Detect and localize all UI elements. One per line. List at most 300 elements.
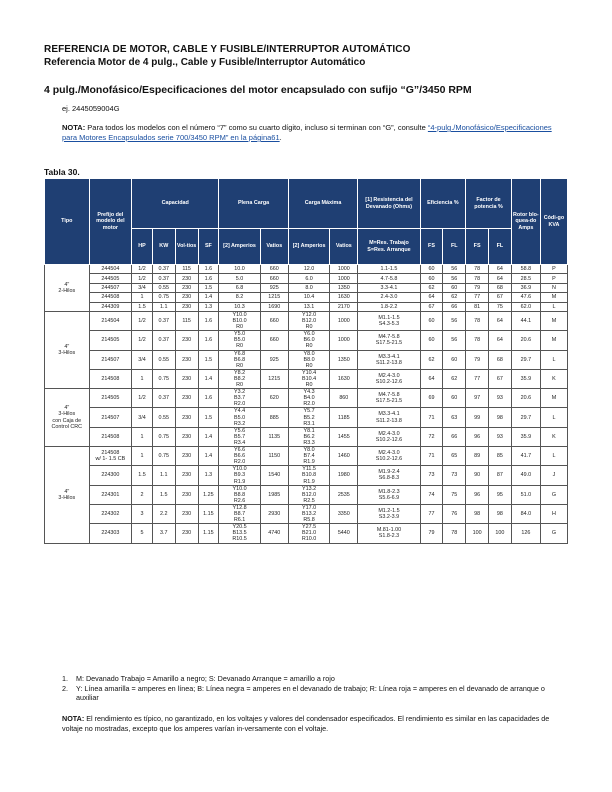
- cell-rotor: 84.0: [511, 504, 540, 523]
- cell-rotor: 35.9: [511, 427, 540, 446]
- cell-fp-fs: 99: [466, 408, 489, 427]
- cell-rotor: 62.0: [511, 302, 540, 311]
- cell-kw: 1.1: [152, 302, 175, 311]
- cell-ef-fs: 71: [420, 408, 443, 427]
- cell-prefijo: 244508: [89, 293, 132, 302]
- cell-fp-fs: 97: [466, 389, 489, 408]
- cell-fp-fs: 78: [466, 274, 489, 283]
- cell-ef-fs: 64: [420, 293, 443, 302]
- table-row: [45, 311, 568, 330]
- cell-vatios-cm: 1000: [330, 331, 358, 350]
- cell-ef-fl: 62: [443, 369, 466, 388]
- cell-hp: 5: [132, 524, 153, 543]
- cell-sf: 1.6: [198, 265, 219, 274]
- cell-prefijo: 224302: [89, 504, 132, 523]
- example-model: ej. 2445059004G: [62, 104, 120, 113]
- cell-kva: H: [540, 504, 567, 523]
- footnote-1: [62, 674, 562, 684]
- cell-hp: 1.5: [132, 302, 153, 311]
- cell-amperios-pc: Y20.5 B13.5 R10.5: [219, 524, 261, 543]
- cell-prefijo: 224301: [89, 485, 132, 504]
- cell-ef-fl: 56: [443, 274, 466, 283]
- cell-voltios: 230: [175, 369, 198, 388]
- cell-vatios-cm: 1455: [330, 427, 358, 446]
- cell-amperios-cm: Y5.7 B5.2 R3.1: [288, 408, 330, 427]
- cell-fp-fl: 93: [489, 427, 512, 446]
- cell-amperios-pc: Y5.6 B5.7 R3.4: [219, 427, 261, 446]
- cell-vatios-pc: 620: [260, 389, 288, 408]
- cell-fp-fs: 81: [466, 302, 489, 311]
- cell-resistencia: M2.4-3.0 S10.2-12.6: [358, 427, 420, 446]
- cell-amperios-pc: 8.2: [219, 293, 261, 302]
- cell-rotor: 29.7: [511, 350, 540, 369]
- cell-voltios: 230: [175, 504, 198, 523]
- table-label: Tabla 30.: [44, 167, 80, 177]
- cell-sf: 1.4: [198, 369, 219, 388]
- cell-hp: 1: [132, 427, 153, 446]
- cell-kva: P: [540, 265, 567, 274]
- footnote-number: 2.: [62, 683, 68, 693]
- header-vatios-pc: Vatios: [260, 229, 288, 265]
- cell-ef-fl: 60: [443, 350, 466, 369]
- cell-kw: 3.7: [152, 524, 175, 543]
- cell-fp-fl: 98: [489, 504, 512, 523]
- cell-kw: 0.55: [152, 350, 175, 369]
- cell-resistencia: 1.1-1.5: [358, 265, 420, 274]
- cell-prefijo: 214505: [89, 389, 132, 408]
- cell-ef-fs: 79: [420, 524, 443, 543]
- cell-fp-fl: 68: [489, 283, 512, 292]
- header-sf: SF: [198, 229, 219, 265]
- cell-amperios-cm: Y11.5 B10.8 R1.9: [288, 466, 330, 485]
- cell-ef-fl: 75: [443, 485, 466, 504]
- page-header-title: REFERENCIA DE MOTOR, CABLE Y FUSIBLE/INTERRUPTOR AUTOMÁTICO: [44, 44, 411, 55]
- cell-amperios-pc: Y8.2 B8.2 R0: [219, 369, 261, 388]
- cell-kva: N: [540, 283, 567, 292]
- table-row: [45, 331, 568, 350]
- cell-vatios-cm: 2535: [330, 485, 358, 504]
- cell-hp: 1.5: [132, 466, 153, 485]
- cell-prefijo: 214508: [89, 369, 132, 388]
- bottom-note: [62, 714, 562, 733]
- cell-ef-fs: 64: [420, 369, 443, 388]
- cell-hp: 1: [132, 369, 153, 388]
- cell-voltios: 230: [175, 524, 198, 543]
- cell-ef-fs: 71: [420, 447, 443, 466]
- cell-vatios-pc: 660: [260, 274, 288, 283]
- cell-vatios-pc: 1215: [260, 369, 288, 388]
- cell-vatios-cm: 860: [330, 389, 358, 408]
- cell-amperios-cm: Y6.0 B6.0 R0: [288, 331, 330, 350]
- note-paragraph: [62, 123, 562, 143]
- cell-vatios-cm: 3350: [330, 504, 358, 523]
- cell-vatios-cm: 1460: [330, 447, 358, 466]
- cell-fp-fl: 64: [489, 311, 512, 330]
- cell-fp-fs: 98: [466, 504, 489, 523]
- cell-resistencia: 2.4-3.0: [358, 293, 420, 302]
- cell-rotor: 47.6: [511, 293, 540, 302]
- cell-kva: L: [540, 302, 567, 311]
- cell-rotor: 58.8: [511, 265, 540, 274]
- cell-fp-fl: 85: [489, 447, 512, 466]
- cell-kw: 0.37: [152, 274, 175, 283]
- footnote-number: 1.: [62, 674, 68, 683]
- cell-hp: 1/2: [132, 389, 153, 408]
- cell-amperios-pc: Y3.2 B3.7 R2.0: [219, 389, 261, 408]
- cell-kw: 0.37: [152, 389, 175, 408]
- cell-ef-fs: 67: [420, 302, 443, 311]
- cell-amperios-cm: Y8.0 B7.4 R1.9: [288, 447, 330, 466]
- cell-amperios-pc: Y10.0 B9.3 R1.9: [219, 466, 261, 485]
- cell-amperios-pc: 10.0: [219, 265, 261, 274]
- cell-amperios-cm: Y13.2 B12.0 R2.5: [288, 485, 330, 504]
- cell-fp-fs: 78: [466, 265, 489, 274]
- cell-fp-fs: 77: [466, 369, 489, 388]
- cell-amperios-cm: 6.0: [288, 274, 330, 283]
- cell-vatios-cm: 1000: [330, 274, 358, 283]
- cell-ef-fs: 60: [420, 311, 443, 330]
- cell-kw: 0.55: [152, 283, 175, 292]
- cell-amperios-cm: Y27.5 B21.0 R10.0: [288, 524, 330, 543]
- cell-ef-fl: 66: [443, 427, 466, 446]
- cell-voltios: 230: [175, 389, 198, 408]
- cell-vatios-pc: 925: [260, 283, 288, 292]
- cell-prefijo: 214505: [89, 331, 132, 350]
- cell-ef-fs: 77: [420, 504, 443, 523]
- cell-resistencia: M3.3-4.1 S11.2-13.8: [358, 350, 420, 369]
- table-row: [45, 485, 568, 504]
- cell-vatios-cm: 1350: [330, 350, 358, 369]
- cell-resistencia: M3.3-4.1 S11.2-13.8: [358, 408, 420, 427]
- cell-amperios-pc: Y10.0 B10.0 R0: [219, 311, 261, 330]
- cell-amperios-pc: Y5.0 B5.0 R0: [219, 331, 261, 350]
- cell-prefijo: 244505: [89, 274, 132, 283]
- cell-ef-fl: 66: [443, 302, 466, 311]
- cell-hp: 1/2: [132, 331, 153, 350]
- cell-amperios-cm: Y17.0 B13.2 R5.8: [288, 504, 330, 523]
- cell-fp-fs: 79: [466, 350, 489, 369]
- table-row: [45, 265, 568, 274]
- motor-spec-table: [44, 178, 568, 544]
- cell-vatios-pc: 1215: [260, 293, 288, 302]
- header-vatios-cm: Vatios: [330, 229, 358, 265]
- note-end: .: [279, 133, 282, 142]
- cell-sf: 1.3: [198, 466, 219, 485]
- cell-sf: 1.5: [198, 350, 219, 369]
- cell-vatios-cm: 1630: [330, 369, 358, 388]
- cell-vatios-pc: 1690: [260, 302, 288, 311]
- bottom-note-text: El rendimiento es típico, no garantizado, en los voltajes y valores del condensador especificados. El rendimiento es similar en las capacidades de voltaje no mostradas, excepto que los amperes varían in-versamente con el voltaje.: [62, 714, 550, 733]
- cell-resistencia: M2.4-3.0 S10.2-12.6: [358, 369, 420, 388]
- cell-voltios: 230: [175, 466, 198, 485]
- cell-amperios-cm: Y8.0 B8.0 R0: [288, 350, 330, 369]
- header-fp-fl: FL: [489, 229, 512, 265]
- cell-tipo: 4" 3-Hilos: [45, 447, 90, 543]
- cell-tipo: 4" 2-Hilos: [45, 265, 90, 312]
- cell-ef-fl: 60: [443, 389, 466, 408]
- cell-resistencia: M2.4-3.0 S10.2-12.6: [358, 447, 420, 466]
- cell-ef-fl: 56: [443, 265, 466, 274]
- cell-prefijo: 244507: [89, 283, 132, 292]
- cell-voltios: 230: [175, 293, 198, 302]
- cell-sf: 1.4: [198, 447, 219, 466]
- cell-kva: L: [540, 350, 567, 369]
- cell-fp-fs: 96: [466, 485, 489, 504]
- cell-kva: M: [540, 293, 567, 302]
- cell-fp-fl: 95: [489, 485, 512, 504]
- cell-vatios-pc: 660: [260, 265, 288, 274]
- table-row: [45, 274, 568, 283]
- cell-sf: 1.6: [198, 311, 219, 330]
- cell-amperios-cm: Y12.0 B12.0 R0: [288, 311, 330, 330]
- cell-kw: 2.2: [152, 504, 175, 523]
- cell-voltios: 115: [175, 265, 198, 274]
- table-row: [45, 427, 568, 446]
- header-fp-fs: FS: [466, 229, 489, 265]
- cell-hp: 3: [132, 504, 153, 523]
- table-row: [45, 293, 568, 302]
- page-header-subtitle: Referencia Motor de 4 pulg., Cable y Fusible/Interruptor Automático: [44, 57, 366, 68]
- cell-rotor: 41.7: [511, 447, 540, 466]
- cell-kva: M: [540, 331, 567, 350]
- cell-vatios-pc: 1150: [260, 447, 288, 466]
- table-row: [45, 350, 568, 369]
- table-body: [45, 265, 568, 544]
- header-hp: HP: [132, 229, 153, 265]
- cell-sf: 1.6: [198, 389, 219, 408]
- cell-rotor: 126: [511, 524, 540, 543]
- header-prefijo: Prefijo del modelo del motor: [89, 179, 132, 265]
- cell-fp-fs: 78: [466, 311, 489, 330]
- cell-vatios-cm: 1980: [330, 466, 358, 485]
- cell-rotor: 28.5: [511, 274, 540, 283]
- cell-hp: 1: [132, 447, 153, 466]
- cell-vatios-pc: 1985: [260, 485, 288, 504]
- note-label: NOTA:: [62, 123, 86, 132]
- cell-vatios-cm: 5440: [330, 524, 358, 543]
- cell-fp-fs: 96: [466, 427, 489, 446]
- header-ef-fl: FL: [443, 229, 466, 265]
- cell-hp: 3/4: [132, 283, 153, 292]
- cell-rotor: 20.6: [511, 331, 540, 350]
- cell-resistencia: M1.2-1.5 S3.2-3.9: [358, 504, 420, 523]
- cell-ef-fs: 69: [420, 389, 443, 408]
- cell-amperios-pc: Y12.8 B8.7 R6.1: [219, 504, 261, 523]
- cell-sf: 1.25: [198, 485, 219, 504]
- table-row: [45, 504, 568, 523]
- cell-amperios-cm: Y10.4 B10.4 R0: [288, 369, 330, 388]
- cell-vatios-cm: 2170: [330, 302, 358, 311]
- cell-amperios-cm: 10.4: [288, 293, 330, 302]
- header-kw: KW: [152, 229, 175, 265]
- cell-kva: G: [540, 524, 567, 543]
- cell-voltios: 230: [175, 447, 198, 466]
- cell-fp-fs: 100: [466, 524, 489, 543]
- cell-prefijo: 244309: [89, 302, 132, 311]
- table-row: [45, 369, 568, 388]
- cell-vatios-pc: 885: [260, 408, 288, 427]
- cell-prefijo: 214507: [89, 408, 132, 427]
- cell-sf: 1.6: [198, 274, 219, 283]
- cell-tipo: 4" 3-Hilos: [45, 311, 90, 388]
- cell-kva: J: [540, 466, 567, 485]
- note-text: Para todos los modelos con el número “7” como su cuarto dígito, incluso si terminan con “G”, consulte: [85, 123, 428, 132]
- cell-fp-fl: 64: [489, 274, 512, 283]
- header-rotor: Rotor blo-quea-do Amps: [511, 179, 540, 265]
- cell-fp-fs: 89: [466, 447, 489, 466]
- header-plena-carga: Plena Carga: [219, 179, 289, 229]
- cell-prefijo: 244504: [89, 265, 132, 274]
- cell-vatios-pc: 660: [260, 311, 288, 330]
- cell-resistencia: M4.7-5.8 S17.5-21.5: [358, 389, 420, 408]
- cell-ef-fl: 56: [443, 311, 466, 330]
- cell-kw: 0.75: [152, 369, 175, 388]
- cell-hp: 3/4: [132, 408, 153, 427]
- cell-ef-fl: 73: [443, 466, 466, 485]
- cell-fp-fs: 90: [466, 466, 489, 485]
- table-row: [45, 408, 568, 427]
- cell-kva: M: [540, 311, 567, 330]
- cell-ef-fs: 60: [420, 265, 443, 274]
- cell-kw: 0.75: [152, 427, 175, 446]
- cell-hp: 2: [132, 485, 153, 504]
- cell-sf: 1.15: [198, 504, 219, 523]
- cell-amperios-cm: Y4.3 B4.0 R2.0: [288, 389, 330, 408]
- header-resistencia-sub: M=Res. Trabajo S=Res. Arranque: [358, 229, 420, 265]
- cell-fp-fs: 79: [466, 283, 489, 292]
- cell-amperios-pc: Y10.0 B8.8 R2.6: [219, 485, 261, 504]
- cell-voltios: 230: [175, 350, 198, 369]
- cell-rotor: 20.6: [511, 389, 540, 408]
- cell-voltios: 230: [175, 427, 198, 446]
- cell-kva: L: [540, 447, 567, 466]
- cell-sf: 1.4: [198, 293, 219, 302]
- cell-kw: 0.75: [152, 293, 175, 302]
- cell-fp-fl: 64: [489, 331, 512, 350]
- cell-fp-fl: 93: [489, 389, 512, 408]
- header-carga-maxima: Carga Máxima: [288, 179, 358, 229]
- cell-ef-fl: 76: [443, 504, 466, 523]
- header-tipo: Tipo: [45, 179, 90, 265]
- cell-fp-fs: 78: [466, 331, 489, 350]
- note-link[interactable]: “4-pulg./Monofásico/Especificaciones para Motores Encapsulados serie 700/3450 RPM” en la página61: [62, 123, 552, 142]
- cell-fp-fl: 68: [489, 350, 512, 369]
- cell-resistencia: M1.8-2.3 S5.6-6.9: [358, 485, 420, 504]
- cell-kw: 0.75: [152, 447, 175, 466]
- cell-ef-fs: 60: [420, 274, 443, 283]
- header-capacidad: Capacidad: [132, 179, 219, 229]
- cell-fp-fl: 67: [489, 369, 512, 388]
- cell-fp-fl: 75: [489, 302, 512, 311]
- cell-vatios-pc: 660: [260, 331, 288, 350]
- header-codigo: Códi-go KVA: [540, 179, 567, 265]
- cell-rotor: 35.9: [511, 369, 540, 388]
- table-row: [45, 389, 568, 408]
- cell-kw: 1.1: [152, 466, 175, 485]
- cell-prefijo: 224303: [89, 524, 132, 543]
- cell-fp-fs: 77: [466, 293, 489, 302]
- cell-kw: 1.5: [152, 485, 175, 504]
- cell-rotor: 44.1: [511, 311, 540, 330]
- cell-amperios-cm: 12.0: [288, 265, 330, 274]
- cell-hp: 3/4: [132, 350, 153, 369]
- cell-prefijo: 214507: [89, 350, 132, 369]
- cell-rotor: 49.0: [511, 466, 540, 485]
- cell-vatios-pc: 1135: [260, 427, 288, 446]
- cell-ef-fl: 65: [443, 447, 466, 466]
- cell-resistencia: M1.1-1.5 S4.3-5.3: [358, 311, 420, 330]
- cell-hp: 1/2: [132, 274, 153, 283]
- cell-ef-fs: 74: [420, 485, 443, 504]
- cell-sf: 1.15: [198, 524, 219, 543]
- cell-sf: 1.4: [198, 427, 219, 446]
- cell-amperios-pc: Y4.4 B5.0 R3.2: [219, 408, 261, 427]
- cell-ef-fs: 73: [420, 466, 443, 485]
- cell-vatios-pc: 4740: [260, 524, 288, 543]
- cell-tipo: 4" 3-Hilos con Caja de Control CRC: [45, 389, 90, 447]
- table-row: [45, 524, 568, 543]
- cell-sf: 1.6: [198, 331, 219, 350]
- cell-kva: K: [540, 427, 567, 446]
- cell-kw: 0.37: [152, 331, 175, 350]
- cell-voltios: 230: [175, 331, 198, 350]
- header-ef-fs: FS: [420, 229, 443, 265]
- cell-kw: 0.37: [152, 265, 175, 274]
- cell-voltios: 230: [175, 408, 198, 427]
- cell-amperios-pc: Y6.6 B6.6 R2.0: [219, 447, 261, 466]
- cell-vatios-pc: 2930: [260, 504, 288, 523]
- cell-amperios-cm: Y8.1 B6.2 R3.3: [288, 427, 330, 446]
- cell-voltios: 230: [175, 283, 198, 292]
- footnotes: [62, 674, 562, 703]
- cell-voltios: 115: [175, 311, 198, 330]
- cell-ef-fl: 56: [443, 331, 466, 350]
- cell-prefijo: 224300: [89, 466, 132, 485]
- header-eficiencia: Eficiencia %: [420, 179, 466, 229]
- cell-resistencia: M4.7-5.8 S17.5-21.5: [358, 331, 420, 350]
- cell-ef-fl: 60: [443, 283, 466, 292]
- cell-kva: G: [540, 485, 567, 504]
- header-amperios-cm: [2] Amperios: [288, 229, 330, 265]
- header-resistencia: [1] Resistencia del Devanado (Ohms): [358, 179, 420, 229]
- cell-kva: L: [540, 408, 567, 427]
- cell-hp: 1/2: [132, 311, 153, 330]
- cell-ef-fs: 62: [420, 350, 443, 369]
- cell-resistencia: 1.8-2.2: [358, 302, 420, 311]
- cell-voltios: 230: [175, 302, 198, 311]
- cell-voltios: 230: [175, 485, 198, 504]
- cell-ef-fl: 78: [443, 524, 466, 543]
- cell-prefijo: 214508 w/ 1- 1.5 CB: [89, 447, 132, 466]
- cell-fp-fl: 98: [489, 408, 512, 427]
- cell-ef-fs: 60: [420, 331, 443, 350]
- cell-amperios-pc: 10.3: [219, 302, 261, 311]
- cell-rotor: 51.0: [511, 485, 540, 504]
- cell-vatios-pc: 1540: [260, 466, 288, 485]
- cell-vatios-cm: 1000: [330, 265, 358, 274]
- cell-hp: 1: [132, 293, 153, 302]
- table-row: [45, 466, 568, 485]
- cell-resistencia: M.81-1.00 S1.8-2.3: [358, 524, 420, 543]
- cell-resistencia: M1.9-2.4 S6.8-8.3: [358, 466, 420, 485]
- cell-fp-fl: 64: [489, 265, 512, 274]
- cell-vatios-cm: 1185: [330, 408, 358, 427]
- cell-resistencia: 3.3-4.1: [358, 283, 420, 292]
- cell-vatios-cm: 1350: [330, 283, 358, 292]
- cell-fp-fl: 87: [489, 466, 512, 485]
- cell-sf: 1.5: [198, 283, 219, 292]
- cell-amperios-pc: Y6.8 B6.8 R0: [219, 350, 261, 369]
